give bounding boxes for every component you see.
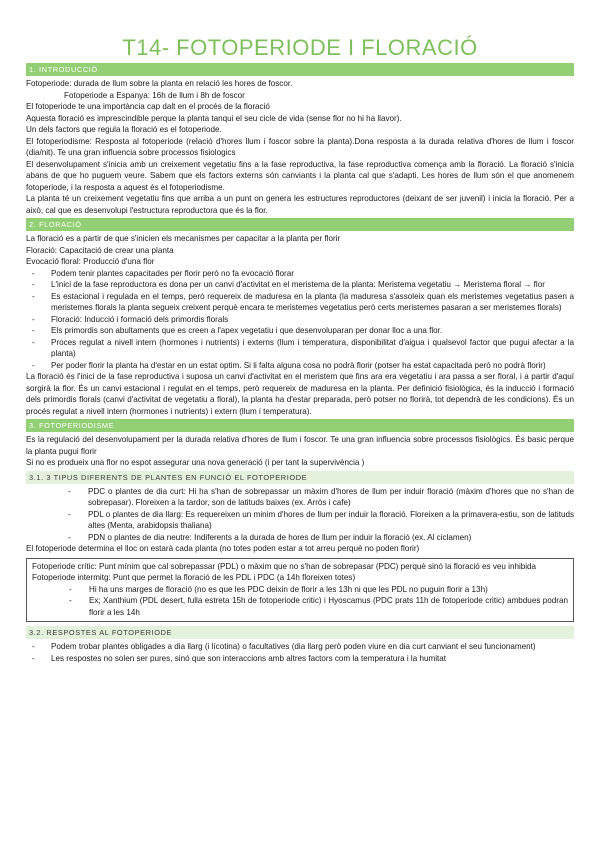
paragraph: La floració és l'inici de la fase reproductiva i suposa un canvi d'activitat en el meristem que fins ara era vegetatiu i ara passa a ser floral, i a partir d'aquí sorgirà la flor. És un canvi estacional i regulat en el temps, però requereix de maduresa en la planta. Per definició fisiològica, és la inducció i formació dels primordis florals (canvi d'activitat de vegetatiu a floral), la planta ha d'estar preparada, però potser no florirà, tot dependrà de les condicions). És un procés regulat a nivell intern (hormones i nutrients) i extern (llum i temperatura).: [26, 372, 574, 416]
section-heading-fotoperiodisme: 3. FOTOPERIODISME: [26, 419, 574, 432]
bullet-dash: -: [32, 642, 35, 651]
bullet-dash: -: [32, 360, 35, 370]
paragraph: Es la regulació del desenvolupament per la durada relativa d'hores de llum i foscor. Te una gran influencia sobre processos fisiològics. És basic perque la planta pugui florir: [26, 435, 574, 456]
bullet-dash: -: [32, 291, 35, 301]
bullet-list: [26, 268, 574, 372]
bullet-dash: -: [32, 337, 35, 347]
list-item: - Hi ha uns marges de floració (no es que les PDC deixin de florir a les 13h ni que les PDL no puguin florir a 13h): [69, 584, 488, 594]
list-item: - L'inici de la fase reproductora es dona per un canvi d'activitat en el meristema de la planta: Meristema vegetatiu → Meristema floral → flor: [32, 280, 545, 289]
list-item: - PDL o plantes de dia llarg: Es requereixen un minim d'hores de llum per induir la floració. Floreixen a la primavera-estiu, son de latituds altes (Menta, arabidopsis thaliana): [68, 509, 574, 530]
subsection-heading-tipus-plantes: 3.1. 3 TIPUS DIFERENTS DE PLANTES EN FUNCIÓ EL FOTOPERIODE: [26, 471, 574, 484]
bullet-list: [32, 584, 568, 619]
paragraph: La floració es a partir de que s'inicien els mecanismes per capacitar a la planta per florir: [26, 234, 341, 243]
paragraph: El fotoperiode determina el lloc on estarà cada planta (no totes poden estar a tot arreu perquè no poden florir): [26, 544, 420, 553]
bullet-dash: -: [32, 314, 35, 324]
bullet-list: [26, 641, 574, 664]
bullet-dash: -: [32, 268, 35, 278]
paragraph: Fotoperiode: durada de llum sobre la planta en relació les hores de foscor.: [26, 79, 293, 88]
paragraph: Evocació floral: Producció d'una flor: [26, 257, 155, 266]
list-item: - Ex; Xanthium (PDL desert, fulla estreta 15h de fotoperiode critic) i Hyoscamus (PDC prats 11h de fotoperiode critic) ambdues podran florir a les 14h: [69, 596, 568, 617]
paragraph: Un dels factors que regula la floració es el fotoperiode.: [26, 125, 222, 134]
bullet-dash: -: [68, 532, 71, 542]
section-heading-introduccio: 1. INTRODUCCIÓ: [26, 63, 574, 76]
highlight-box: [26, 558, 574, 623]
paragraph: Si no es produeix una flor no espot assegurar una nova generació (i per tant la supervivència ): [26, 458, 365, 467]
paragraph: El fotoperiodisme: Resposta al fotoperiode (relació d'hores llum i foscor sobre la planta).Dona resposta a la durada relativa d'hores de llum i foscor (dia/nit). Te una gran influencia sobre processos fisiologics: [26, 136, 574, 157]
list-item: - Floració: Inducció i formació dels primordis florals: [32, 314, 229, 324]
paragraph: Floració: Capacitació de crear una planta: [26, 245, 174, 255]
bullet-dash: -: [68, 486, 71, 496]
paragraph: La planta té un creixement vegetatiu fins que arriba a un punt on genera les estructures reproductores (deixant de ser juvenil) i inicia la floració. Per a això, cal que es desenvolupi l'estructura reproductora que és la flor.: [26, 194, 574, 215]
section-heading-floracio: 2. FLORACIÓ: [26, 218, 574, 231]
list-item: - PDC o plantes de dia curt: Hi ha s'han de sobrepassar un màxim d'hores de llum per induir floració (màxim d'hores que no s'han de sobrepasar). Floreixen a la tardor, son de latituds baixes (ex. Arròs i cafe): [68, 486, 574, 507]
paragraph: El desenvolupament s'inicia amb un creixement vegetatiu fins a la fase reproductiva, la fase reproductiva comença amb la floració. La floració s'inicia abans de que ho puguem veure. Sabem que els factors externs són canviants i la planta cal que s'adapti. Les hores de llum són el que anomenem fotoperiode, i la resposta a aquest és el fotoperiodisme.: [26, 159, 574, 192]
bullet-dash: -: [32, 326, 35, 335]
subsection-heading-respostes: 3.2. RESPOSTES AL FOTOPERIODE: [26, 626, 574, 639]
page-title: T14- FOTOPERIODE I FLORACIÓ: [122, 35, 478, 60]
paragraph: Fotoperiode intermitg: Punt que permet la floració de les PDL i PDC (a 14h floreixen totes): [32, 573, 356, 582]
paragraph: El fotoperiode te una importància cap dalt en el procés de la floració: [26, 102, 270, 111]
paragraph: Fotoperiode crític: Punt mínim que cal sobrepassar (PDL) o màxim que no s'han de sobrepasar (PDC) perquè sinó la floració es veu inhibida: [32, 561, 537, 571]
list-item: - Podem trobar plantes obligades a dia llarg (i lícotina) o facultatives (dia llarg però poden viure en dia curt canviant el seu funcionament): [32, 642, 536, 651]
bullet-dash: -: [69, 584, 72, 594]
list-item: - Proces regulat a nivell intern (hormones i nutrients) i externs (llum i temperatura, disponibilitat d'aigua i qualsevol factor que pugui afectar a la planta): [32, 337, 574, 358]
bullet-dash: -: [32, 280, 35, 289]
list-item: - PDN o plantes de dia neutre: Indiferents a la durada de hores de llum per induir la floració (ex. Al ciclamen): [68, 532, 472, 542]
list-item: - Les respostes no solen ser pures, sinó que son interaccions amb altres factors com la temperatura i la humitat: [32, 653, 446, 663]
list-item: - Per poder florir la planta ha d'estar en un estat optim. Si li falta alguna cosa no podrà florir (potser ha estat capacitada però no podrà florir): [32, 360, 546, 370]
list-item: - Es estacional i regulada en el temps, però requereix de maduresa en la planta (la maduresa s'assoleix quan els meristemes vegetatius pasen a meristemes florals la planta segueix creixent perquè encara te meristemes vegetatius però certs meristemes pasaran a ser meristemes florals): [32, 291, 574, 312]
bullet-dash: -: [68, 509, 71, 519]
bullet-dash: -: [32, 653, 35, 663]
bullet-list: [26, 486, 574, 544]
list-item: - Els primordis son abultaments que es creen a l'apex vegetatiu i que desenvoluparan per donar lloc a una flor.: [32, 326, 443, 335]
document-page: [26, 0, 574, 664]
paragraph: Aquesta floració es imprescindible perque la planta tanqui el seu cicle de vida (sense flor no hi ha llavor).: [26, 113, 402, 123]
paragraph: Fotoperiode a Espanya: 16h de llum i 8h de foscor: [64, 90, 245, 100]
list-item: - Podem tenir plantes capacitades per florir però no fa evocació florar: [32, 268, 294, 278]
bullet-dash: -: [69, 596, 72, 605]
